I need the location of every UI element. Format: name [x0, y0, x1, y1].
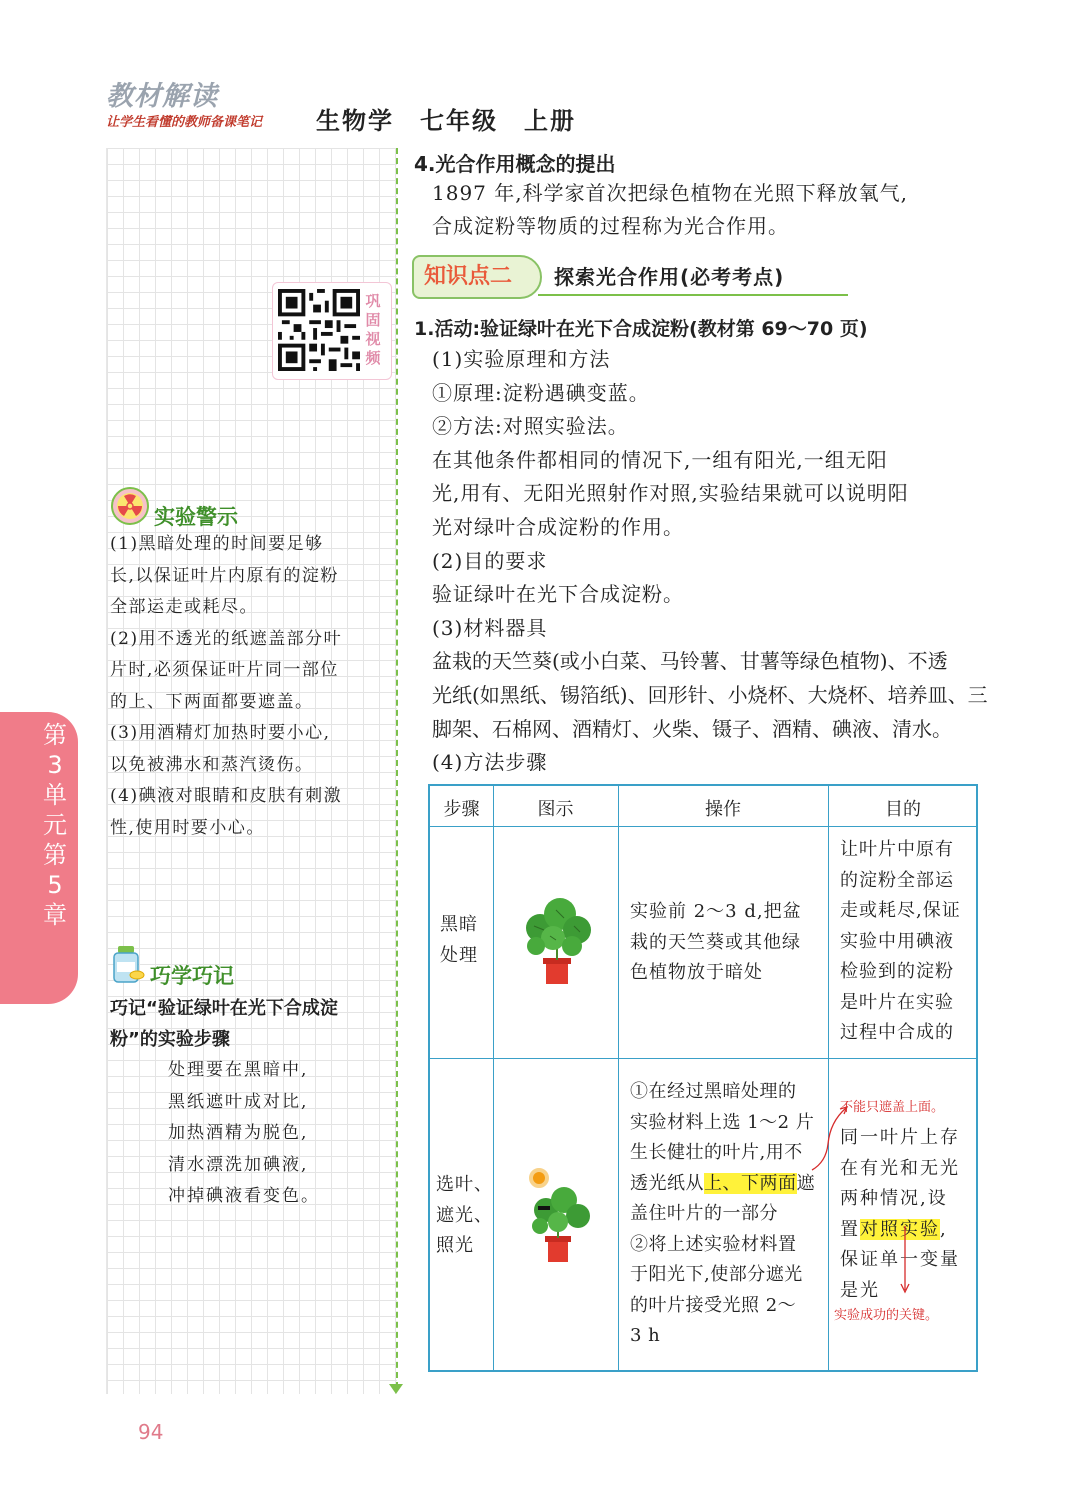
activity-heading: 1.活动:验证绿叶在光下合成淀粉(教材第 69～70 页) [414, 318, 868, 340]
handwritten-note: 实验成功的关键。 [834, 1308, 939, 1323]
table-cell-purpose: 让叶片中原有 的淀粉全部运 走或耗尽,保证 实验中用碘液 检验到的淀粉 是叶片在实验 过程中合成的 [840, 839, 961, 1043]
table-header: 步骤 [443, 799, 480, 820]
activity-body: (1)实验原理和方法 ①原理:淀粉遇碘变蓝。 ②方法:对照实验法。 在其他条件都相同的情况下,一组有阳光,一组无阳 光,用有、无阳光照射作对照,实验结果就可以说明阳 光对绿叶合成淀粉的作用。 (2)目的要求 验证绿叶在光下合成淀粉。 (3)材料器具 盆栽的天竺葵(或小白菜、马铃薯、甘薯等绿色植物)、不透 光纸(如黑纸、锡箔纸)、回形针、小烧杯、大烧杯、培养皿、三 脚架、石棉网、酒精灯、火柴、镊子、酒精、碘液、清水。 (4)方法步骤 [432, 347, 988, 775]
section-heading: 4.光合作用概念的提出 [414, 152, 616, 176]
table-cell-operation: 实验前 2～3 d,把盆 栽的天竺葵或其他绿 色植物放于暗处 [630, 901, 802, 983]
warning-line: 的上、下两面都要遮盖。 [110, 691, 314, 712]
medicine-bottle-icon [110, 944, 146, 984]
table-cell-operation: ①在经过黑暗处理的 实验材料上选 1～2 片 生长健壮的叶片,用不 透光纸从上、下两面遮 盖住叶片的一部分 ②将上述实验材料置 于阳光下,使部分遮光 的叶片接受光照 2～ 3 h [630, 1081, 815, 1346]
memory-title: 巧学巧记 [150, 964, 234, 988]
divider-arrow-icon [389, 1384, 403, 1394]
warning-line: (2)用不透光的纸遮盖部分叶 [110, 628, 343, 649]
knowledge-point-underline [538, 294, 848, 296]
table-header: 操作 [705, 799, 741, 820]
page-number: 94 [138, 1420, 164, 1444]
qr-code-icon[interactable] [278, 289, 360, 371]
knowledge-point-label: 知识点二 [424, 264, 513, 289]
warning-line: (1)黑暗处理的时间要足够 [110, 534, 324, 554]
memory-intro: 巧记“验证绿叶在光下合成淀 粉”的实验步骤 [110, 998, 338, 1050]
column-divider [396, 148, 398, 1388]
radiation-warning-icon [110, 486, 150, 526]
qr-label: 巩固视频 [365, 292, 381, 367]
warning-line: (4)碘液对眼睛和皮肤有刺激 [110, 786, 343, 806]
potted-plant-icon [520, 896, 596, 988]
brand-subtitle: 让学生看懂的教师备课笔记 [106, 115, 263, 130]
table-cell-step: 黑暗 处理 [440, 914, 478, 966]
section-body: 1897 年,科学家首次把绿色植物在光照下释放氧气, 合成淀粉等物质的过程称为光合作用。 [432, 181, 908, 238]
warning-line: 全部运走或耗尽。 [110, 597, 258, 617]
table-cell-step: 选叶、 遮光、 照光 [436, 1174, 493, 1256]
table-header: 目的 [885, 799, 921, 820]
brand-logo-text: 教材解读 [106, 81, 218, 112]
warning-line: 长,以保证叶片内原有的淀粉 [110, 565, 339, 586]
knowledge-point-title: 探索光合作用(必考考点) [554, 265, 785, 289]
memory-poem: 处理要在黑暗中, 黑纸遮叶成对比, 加热酒精为脱色, 清水漂洗加碘液, 冲掉碘液看变色。 [168, 1060, 320, 1206]
warning-line: (3)用酒精灯加热时要小心, [110, 723, 331, 743]
highlight: 上、下两面 [704, 1172, 797, 1194]
warning-line: 性,使用时要小心。 [110, 817, 265, 838]
procedure-table [428, 784, 978, 1372]
highlight: 对照实验 [860, 1218, 940, 1240]
warning-line: 以免被沸水和蒸汽烫伤。 [110, 754, 314, 775]
table-header: 图示 [537, 799, 574, 820]
book-title: 生物学 七年级 上册 [316, 106, 576, 135]
handwritten-note: 不能只遮盖上面。 [840, 1100, 945, 1115]
warning-text [110, 529, 394, 844]
warning-line: 片时,必须保证叶片同一部位 [110, 660, 339, 680]
sunlit-plant-icon [522, 1164, 598, 1268]
chapter-tab-label: 第3单元 第5章 [43, 721, 67, 929]
note-arrow-icon [900, 1226, 910, 1298]
table-cell-purpose: 同一叶片上存 在有光和无光 两种情况,设 置对照实验, 保证单一变量 是光 [840, 1127, 960, 1301]
warning-title: 实验警示 [154, 505, 238, 529]
